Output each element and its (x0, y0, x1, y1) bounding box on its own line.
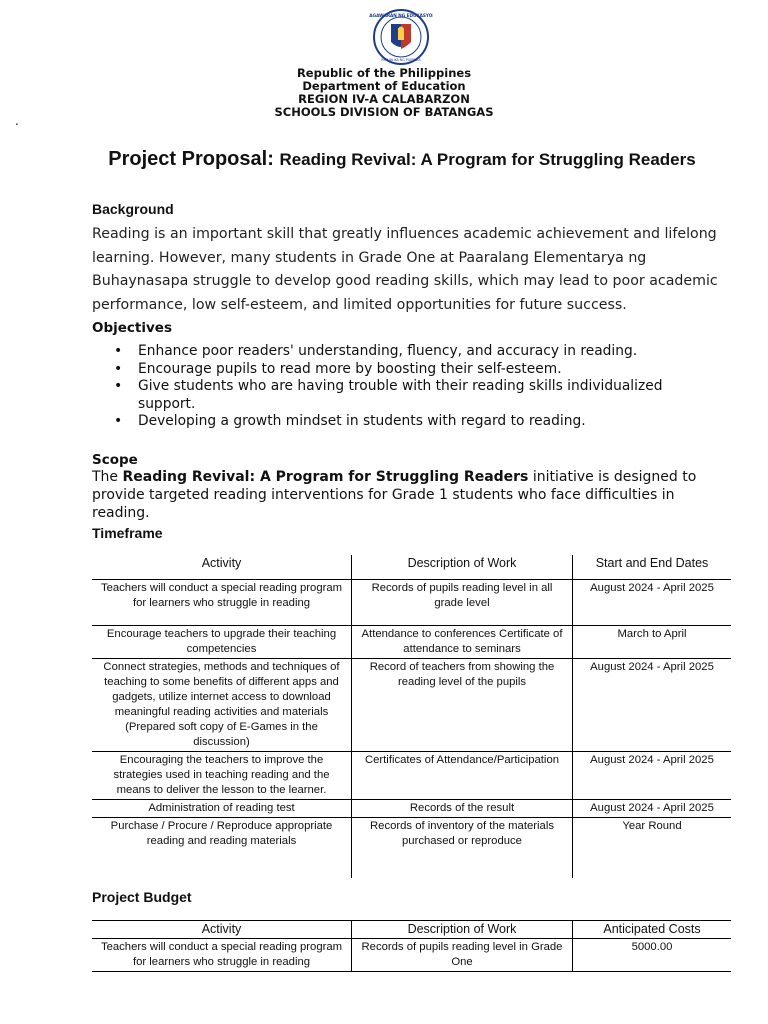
table-cell: Certificates of Attendance/Participation (352, 752, 573, 800)
table-cell: Encouraging the teachers to improve the strategies used in teaching reading and the means to deliver the lesson to the learner. (92, 752, 352, 800)
table-cell: Teachers will conduct a special reading program for learners who struggle in reading (92, 580, 352, 626)
table-row (92, 939, 731, 972)
table-cell: 5000.00 (573, 939, 732, 972)
table-cell: March to April (573, 626, 732, 659)
table-cell: Encourage teachers to upgrade their teaching competencies (92, 626, 352, 659)
table-cell: Records of the result (352, 800, 573, 818)
document-title (0, 148, 768, 171)
table-cell: August 2024 - April 2025 (573, 800, 732, 818)
table-cell: Records of pupils reading level in all grade level (352, 580, 573, 626)
table-cell: August 2024 - April 2025 (573, 580, 732, 626)
table-row (92, 800, 731, 818)
budget-heading: Project Budget (92, 889, 192, 905)
column-header: Start and End Dates (573, 555, 732, 580)
table-cell: August 2024 - April 2025 (573, 752, 732, 800)
budget-table (92, 920, 731, 972)
header-line: REGION IV-A CALABARZON (298, 92, 470, 106)
objectives-heading: Objectives (92, 320, 172, 336)
table-cell: Records of pupils reading level in Grade One (352, 939, 573, 972)
objective-item: • Give students who are having trouble with their reading skills individualized support. (92, 378, 712, 413)
column-header: Anticipated Costs (573, 921, 732, 939)
table-row (92, 626, 731, 659)
column-header: Activity (92, 921, 352, 939)
scope-text (92, 468, 732, 522)
table-cell: August 2024 - April 2025 (573, 659, 732, 752)
seal-text-bottom: REPUBLIKA NG PILIPINAS (381, 58, 421, 62)
timeframe-heading: Timeframe (92, 525, 163, 541)
header-line: SCHOOLS DIVISION OF BATANGAS (274, 105, 494, 119)
column-header: Activity (92, 555, 352, 580)
table-row (92, 659, 731, 752)
scope-program-name: Reading Revival: A Program for Struggling Readers (122, 469, 529, 485)
table-cell: Attendance to conferences Certificate of attendance to seminars (352, 626, 573, 659)
objective-item: • Encourage pupils to read more by boosting their self-esteem. (92, 361, 712, 379)
table-cell: Year Round (622, 820, 682, 832)
agency-header (0, 67, 768, 119)
table-row (92, 818, 731, 878)
scope-heading: Scope (92, 452, 138, 468)
table-cell: Connect strategies, methods and techniques of teaching to some benefits of different apps and gadgets, utilize internet access to download meaningful reading activities and materials (Prepared soft copy of E-Games in the discussion) (92, 659, 352, 752)
column-header: Description of Work (352, 921, 573, 939)
scope-rest: initiative is designed to provide targeted reading interventions for Grade 1 students who face difficulties in reading. (92, 469, 697, 521)
table-row (92, 752, 731, 800)
title-main: Reading Revival: A Program for Struggling Readers (279, 150, 696, 169)
table-row (92, 580, 731, 626)
background-text: Reading is an important skill that greatly influences academic achievement and lifelong learning. However, many students in Grade One at Paaralang Elementarya ng Buhaynasapa struggle to develop good reading skills, which may lead to poor academic performance, low self-esteem, and limited opportunities for future success. (92, 226, 718, 313)
header-line: Republic of the Philippines (296, 66, 472, 80)
table-header-row (92, 555, 731, 580)
scope-lead: The (92, 469, 123, 485)
background-heading: Background (92, 201, 174, 217)
seal-text-top: KAGAWARAN NG EDUKASYON (369, 13, 433, 18)
column-header: Description of Work (352, 555, 573, 580)
title-prefix: Project Proposal: (108, 148, 274, 170)
table-cell: Administration of reading test (92, 800, 352, 818)
table-cell: Teachers will conduct a special reading program for learners who struggle in reading (92, 939, 352, 972)
table-header-row (92, 921, 731, 939)
stray-mark: . (15, 114, 19, 128)
header-line: Department of Education (302, 79, 466, 93)
deped-seal-logo (369, 8, 433, 66)
table-cell: Record of teachers from showing the reading level of the pupils (352, 659, 573, 752)
objective-item: • Enhance poor readers' understanding, fluency, and accuracy in reading. (92, 343, 712, 361)
objectives-list (92, 343, 712, 431)
timeframe-table (92, 555, 731, 878)
table-cell: Records of inventory of the materials purchased or reproduce (352, 818, 573, 878)
table-cell: Purchase / Procure / Reproduce appropriate reading and reading materials (92, 818, 352, 878)
objective-item: • Developing a growth mindset in students with regard to reading. (92, 413, 712, 431)
